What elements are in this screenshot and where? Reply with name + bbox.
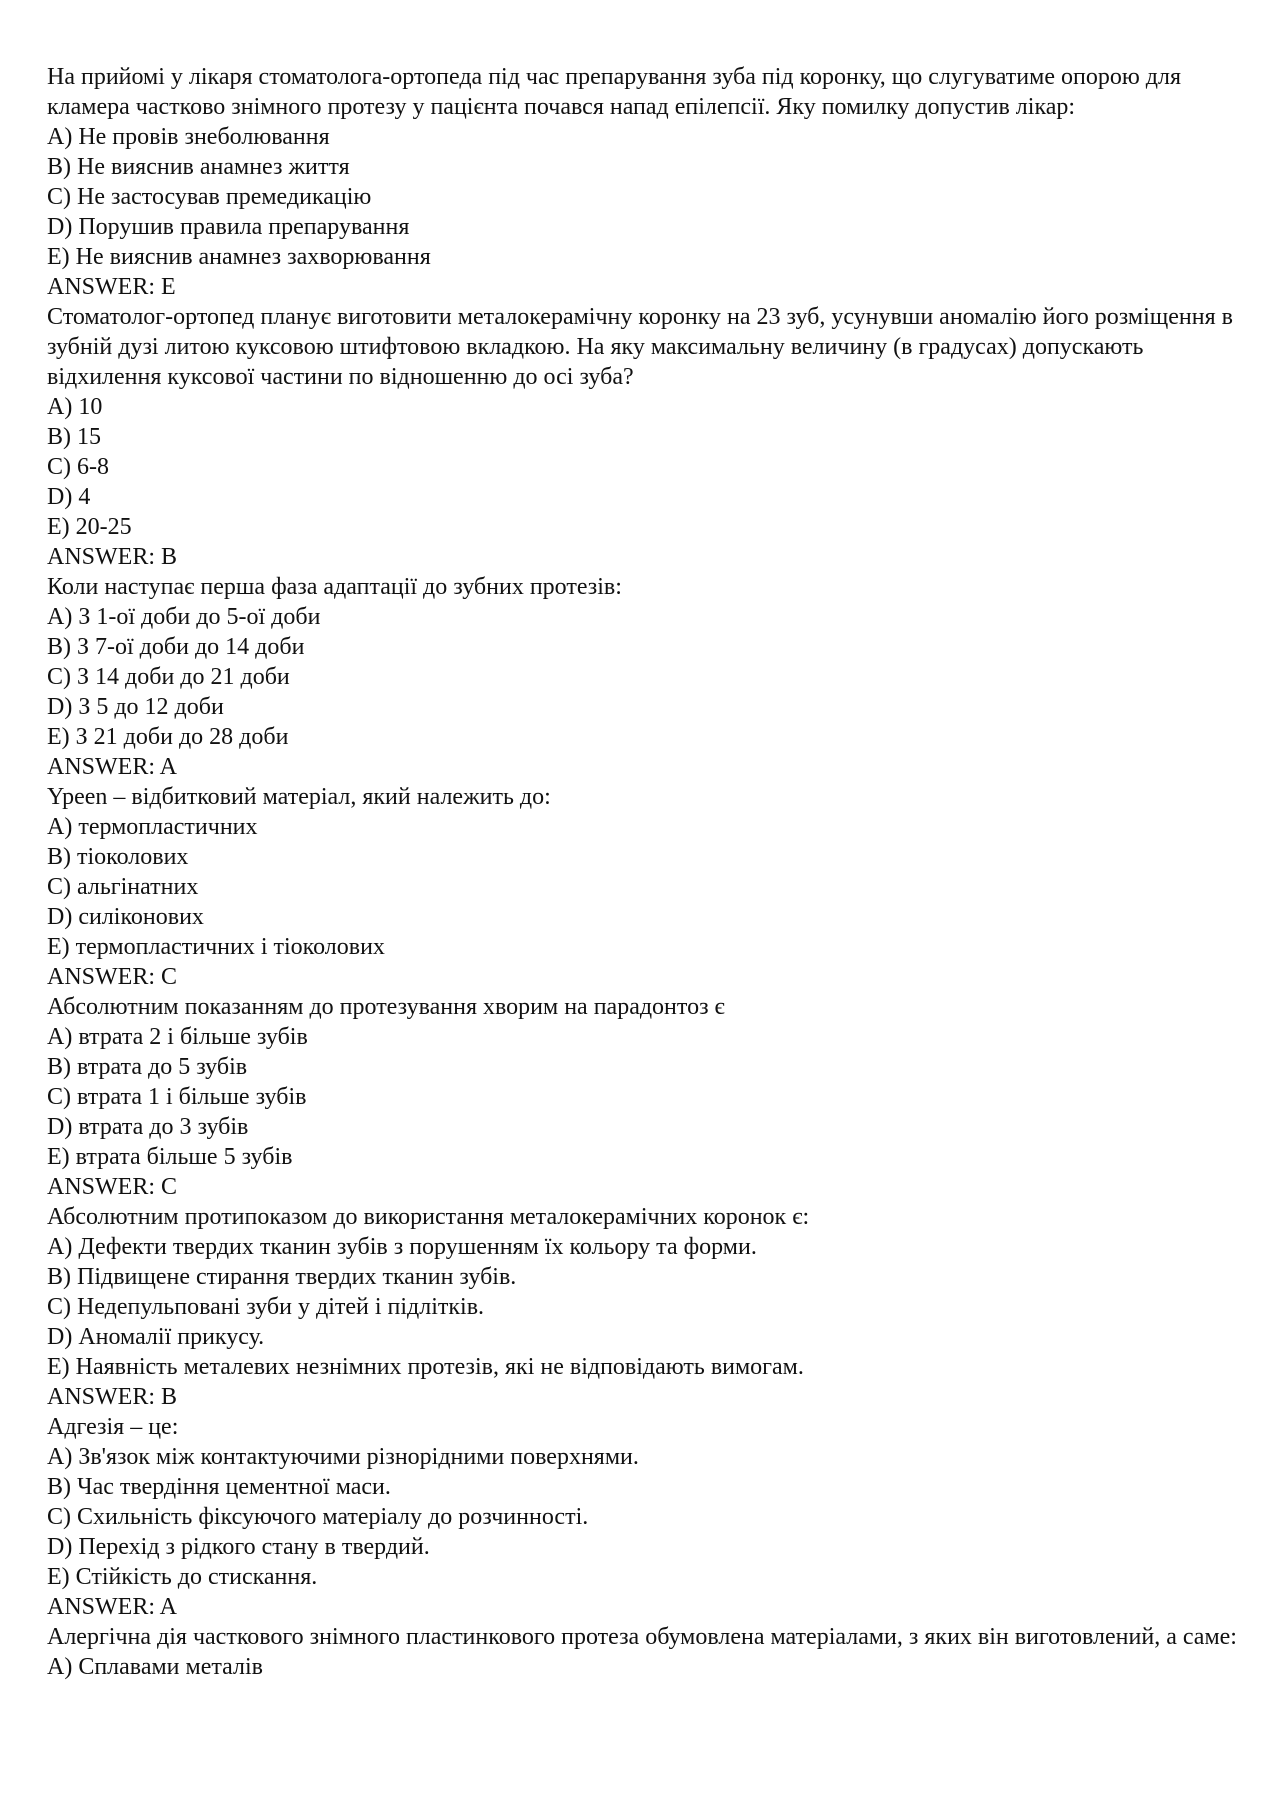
correct-answer: ANSWER: B [47,1384,178,1410]
question-text: Адгезія – це: [47,1414,179,1440]
answer-option: A) втрата 2 і більше зубів [47,1024,308,1050]
correct-answer: ANSWER: C [47,1174,178,1200]
question-block [47,62,1237,302]
answer-option: B) Не вияснив анамнез життя [47,154,350,180]
correct-answer: ANSWER: A [47,1594,178,1620]
document-page [47,62,1237,1682]
answer-option: B) Підвищене стирання твердих тканин зубів. [47,1264,517,1290]
question-text: Ypeen – відбитковий матеріал, який належить до: [47,784,551,810]
question-block [47,782,1237,992]
question-text: Абсолютним показанням до протезування хворим на парадонтоз є [47,994,725,1020]
answer-option: A) З 1-ої доби до 5-ої доби [47,604,321,630]
answer-option: C) альгінатних [47,874,199,900]
correct-answer: ANSWER: B [47,544,178,570]
answer-option: C) 6-8 [47,454,109,480]
answer-option: B) З 7-ої доби до 14 доби [47,634,305,660]
correct-answer: ANSWER: E [47,274,176,300]
question-block [47,1202,1237,1412]
question-block [47,1412,1237,1622]
question-block [47,302,1237,572]
answer-option: A) Зв'язок між контактуючими різнорідними поверхнями. [47,1444,639,1470]
answer-option: D) Перехід з рідкого стану в твердий. [47,1534,430,1560]
question-text: На прийомі у лікаря стоматолога-ортопеда під час препарування зуба під коронку, що слугуватиме опорою для кламера частково знімного протезу у пацієнта почався напад епілепсії. Яку помилку допустив лікар: [47,64,1181,120]
answer-option: D) втрата до 3 зубів [47,1114,249,1140]
question-text: Абсолютним протипоказом до використання металокерамічних коронок є: [47,1204,810,1230]
question-block [47,572,1237,782]
answer-option: D) Аномалії прикусу. [47,1324,265,1350]
answer-option: B) втрата до 5 зубів [47,1054,248,1080]
answer-option: A) 10 [47,394,103,420]
answer-option: D) З 5 до 12 доби [47,694,224,720]
answer-option: E) Наявність металевих незнімних протезів, які не відповідають вимогам. [47,1354,804,1380]
correct-answer: ANSWER: A [47,754,178,780]
answer-option: E) термопластичних і тіоколових [47,934,385,960]
answer-option: E) Стійкість до стискання. [47,1564,318,1590]
answer-option: B) 15 [47,424,101,450]
question-text: Коли наступає перша фаза адаптації до зубних протезів: [47,574,622,600]
answer-option: C) Схильність фіксуючого матеріалу до розчинності. [47,1504,589,1530]
answer-option: C) Недепульповані зуби у дітей і підлітків. [47,1294,485,1320]
answer-option: A) термопластичних [47,814,258,840]
question-text: Алергічна дія часткового знімного пластинкового протеза обумовлена матеріалами, з яких він виготовлений, а саме: [47,1624,1237,1650]
question-block [47,992,1237,1202]
answer-option: B) Час твердіння цементної маси. [47,1474,391,1500]
answer-option: D) Порушив правила препарування [47,214,410,240]
answer-option: A) Сплавами металів [47,1654,263,1680]
answer-option: A) Не провів знеболювання [47,124,330,150]
answer-option: C) Не застосував премедикацію [47,184,372,210]
answer-option: A) Дефекти твердих тканин зубів з порушенням їх кольору та форми. [47,1234,757,1260]
answer-option: D) 4 [47,484,91,510]
answer-option: E) втрата більше 5 зубів [47,1144,293,1170]
answer-option: E) Не вияснив анамнез захворювання [47,244,431,270]
answer-option: C) З 14 доби до 21 доби [47,664,290,690]
answer-option: D) силіконових [47,904,204,930]
correct-answer: ANSWER: C [47,964,178,990]
answer-option: B) тіоколових [47,844,189,870]
question-text: Стоматолог-ортопед планує виготовити металокерамічну коронку на 23 зуб, усунувши аномалію його розміщення в зубній дузі литою куксовою штифтовою вкладкою. На яку максимальну величину (в градусах) допускають відхилення куксової частини по відношенню до осі зуба? [47,304,1233,390]
answer-option: C) втрата 1 і більше зубів [47,1084,307,1110]
question-block [47,1622,1237,1682]
answer-option: E) 20-25 [47,514,132,540]
answer-option: E) З 21 доби до 28 доби [47,724,289,750]
